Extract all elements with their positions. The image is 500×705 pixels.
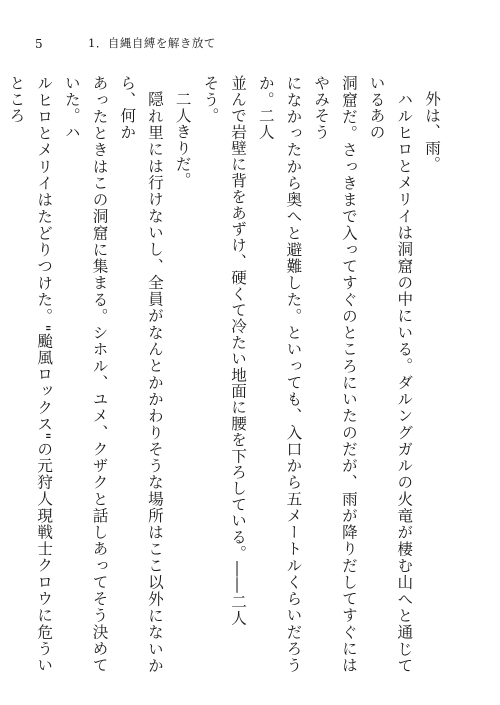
paragraph: ハルヒロとメリイは洞窟の中にいる。ダルングガルの火竜が棲む山へと通じているあの 洞窟だ。さっきまで入ってすぐのところにいたのだが、雨が降りだしてすぐにはやみそう になかったから奥へと避難した。といっても、入口から五メートルくらいだろうか。二人 並んで岩壁に背をあずけ、硬くて冷たい地面に腰を下ろしている。――二人 そう。 — [201, 75, 414, 673]
paragraph: 外は、雨。 — [423, 90, 441, 172]
running-header-chapter-title: 1．自縄自縛を解き放て — [88, 36, 216, 50]
paragraph: 二人きりだ。 — [173, 90, 192, 188]
body-text — [7, 75, 445, 673]
page-number: 5 — [35, 37, 43, 51]
paragraph: 隠れ里には行けないし、全員がなんとかかわりそうな場所はここ以外にないから、何か あったときはこの洞窟に集まる。シホル、ユメ、クザクと話しあってそう決めていた。ハ ルヒロとメリイはたどりつけた。"颱風ロックス"の元狩人現戦士クロウに危ういところ — [7, 75, 164, 673]
